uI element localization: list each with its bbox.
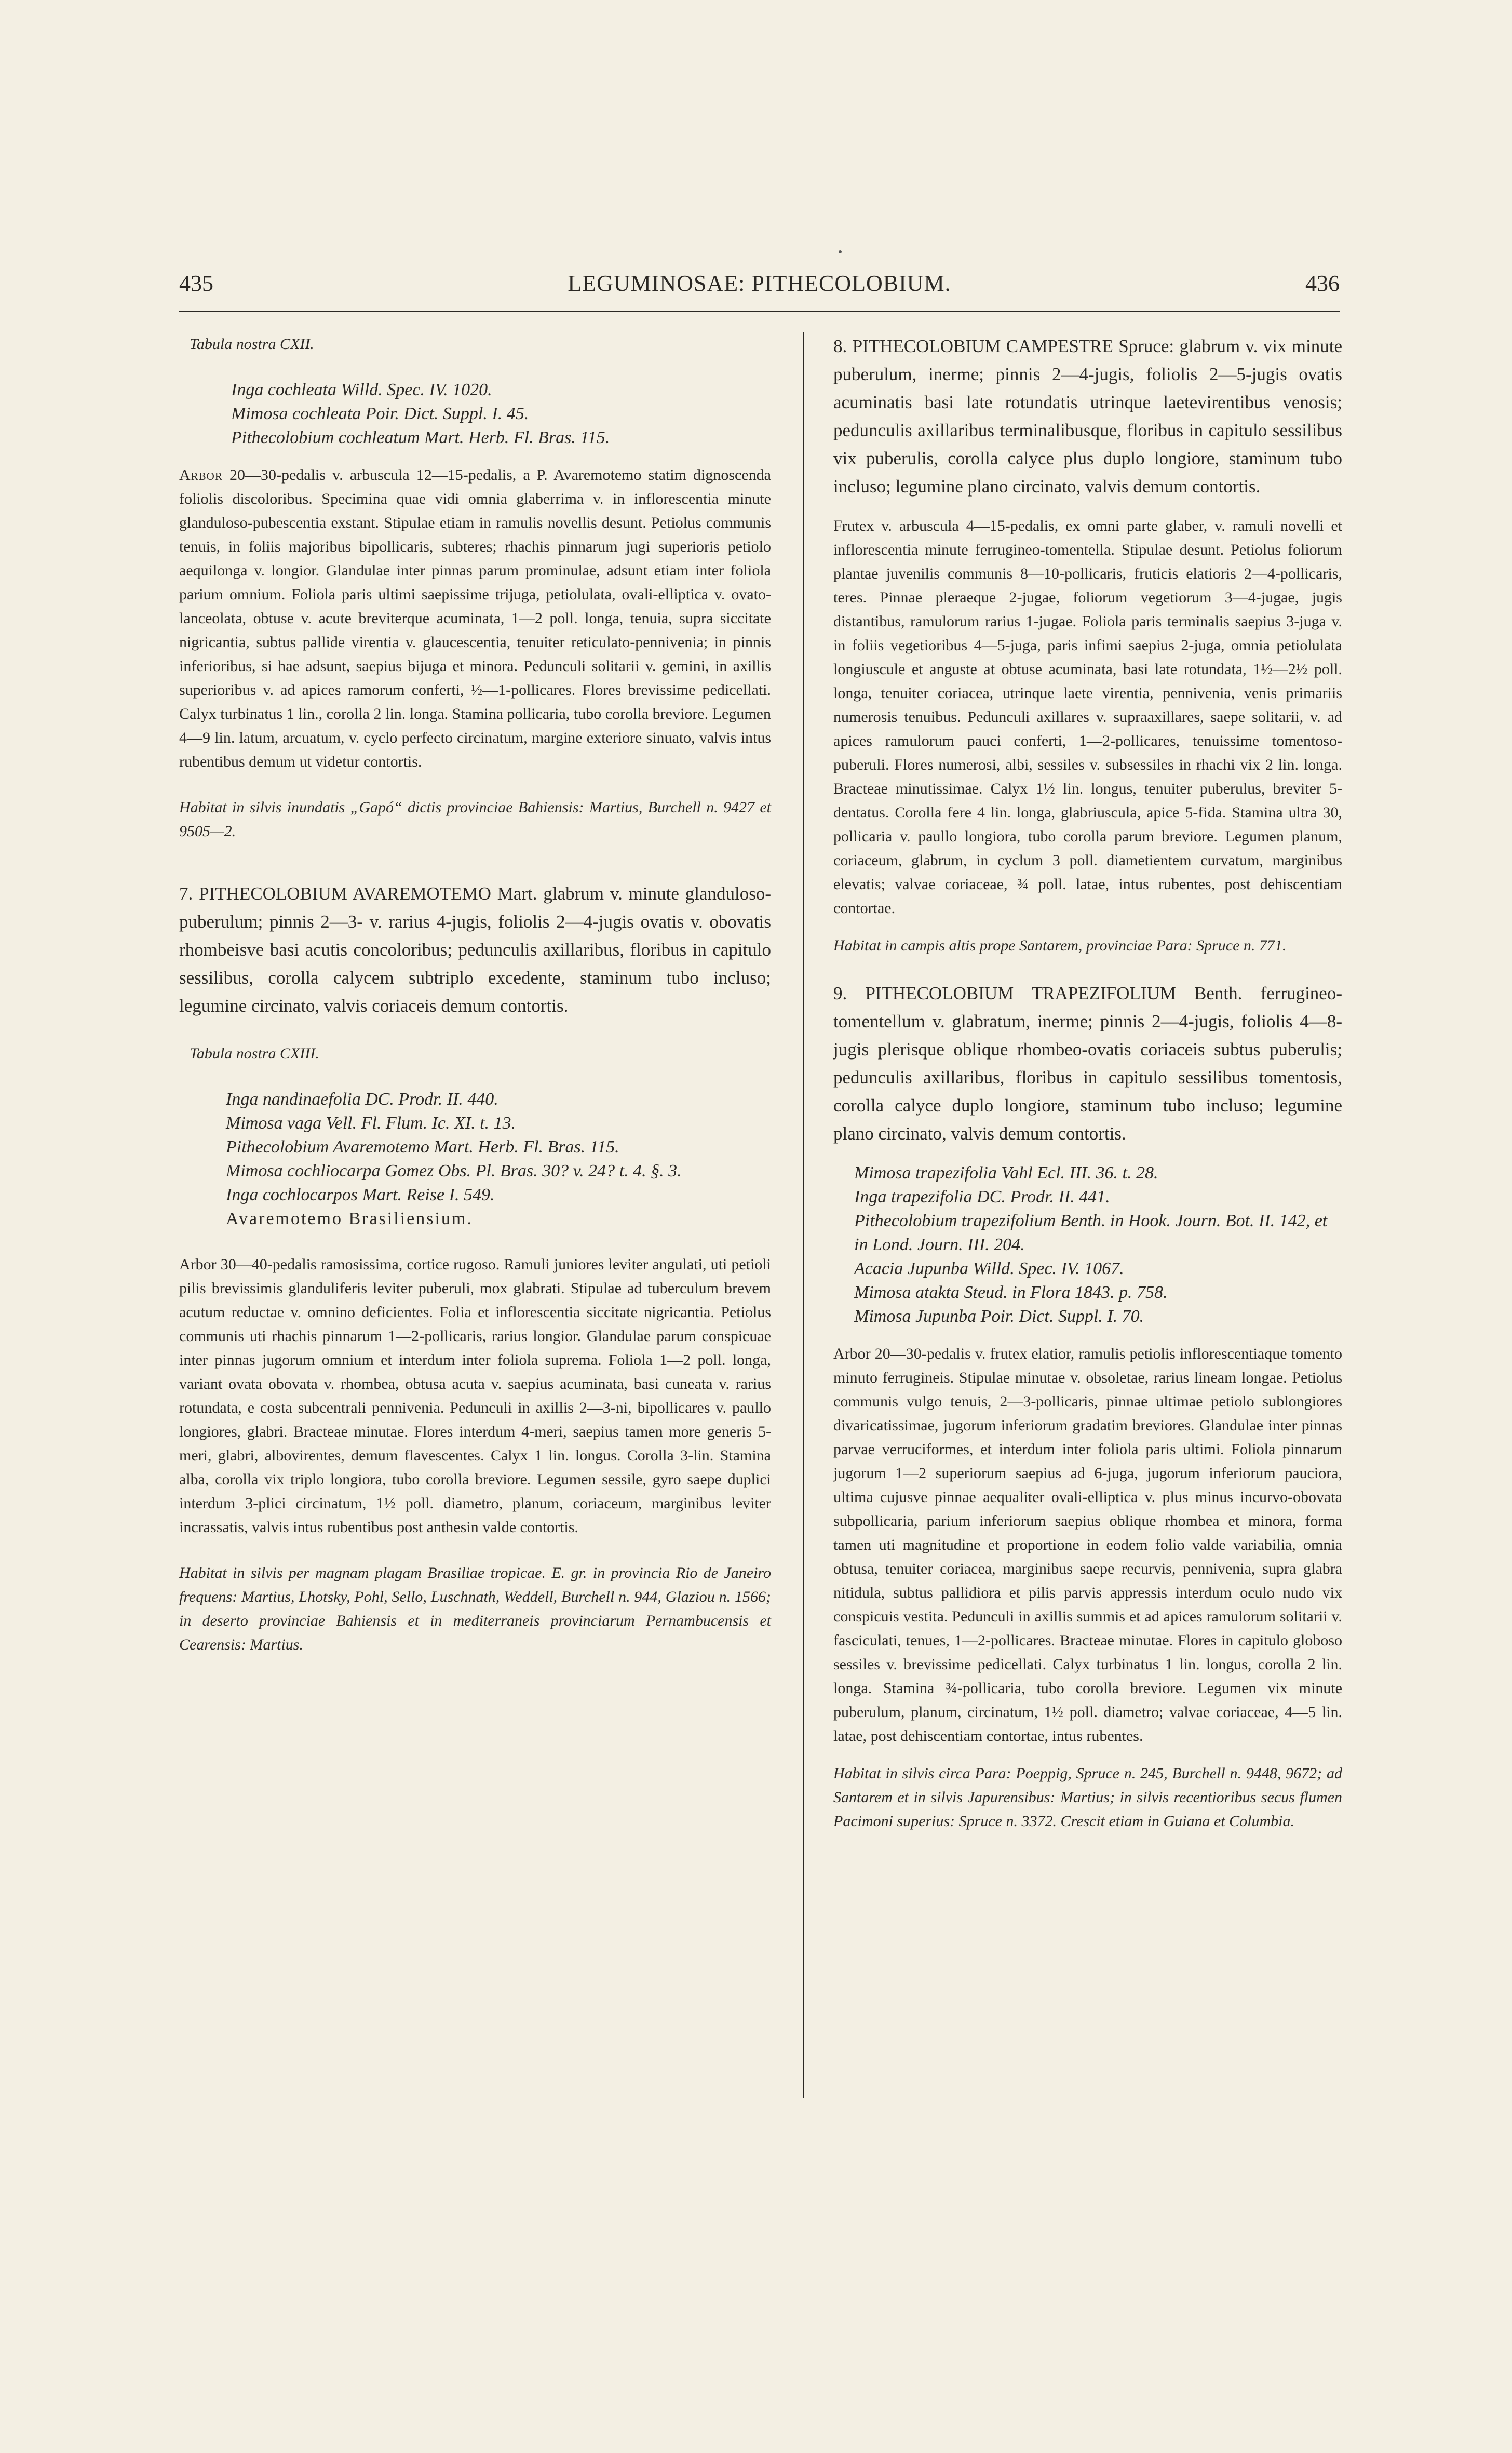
column-divider — [803, 332, 804, 2098]
synonym: Acacia Jupunba Willd. Spec. IV. 1067. — [854, 1259, 1124, 1278]
synonym: Inga nandinaefolia DC. Prodr. II. 440. — [226, 1090, 498, 1109]
species-heading: 9. PITHECOLOBIUM TRAPEZIFOLIUM Benth. ferrugineo-tomentellum v. glabratum, inerme; pinnis 2—4-jugis, foliolis 4—8-jugis plerisque oblique rhombeo-ovatis coriaceis subtus puberulis; pedunculis axillaribus, floribus in capitulo sessilibus tomentosis, corolla calyce duplo longiore, staminum tubo incluso; legumine plano circinato, valvis demum contortis. — [833, 983, 1342, 1144]
synonym: Mimosa cochleata Poir. Dict. Suppl. I. 45. — [231, 404, 529, 423]
synonym: Mimosa vaga Vell. Fl. Flum. Ic. XI. t. 13. — [226, 1114, 516, 1133]
running-title: LEGUMINOSAE: PITHECOLOBIUM. — [568, 271, 951, 296]
left-column — [179, 332, 771, 1657]
species-description: Arbor 20—30-pedalis v. arbuscula 12—15-pedalis, a P. Avaremotemo statim dignoscenda foliolis discoloribus. Specimina quae vidi omnia glaberrima v. in inflorescentia minute glanduloso-pubescentia exstant. Stipulae etiam in ramulis novellis desunt. Petiolus communis tenuis, in foliis majoribus bipollicaris, subteres; rhachis pinnarum jugi superioris petiolo aequilonga v. longior. Glandulae inter pinnas parum prominulae, adsunt etiam inter foliola parium omnium. Foliola paris ultimi saepissime trijuga, petiolulata, ovali-elliptica v. ovato-lanceolata, obtuse v. acute breviterque acuminata, 1—2 poll. longa, tenuia, supra siccitate nigricantia, subtus pallide virentia v. glaucescentia, tenuiter reticulato-pennivenia; in pinnis inferioribus, si hae adsunt, saepius bijuga et minora. Pedunculi solitarii v. gemini, in axillis superioribus v. ad apices ramorum conferti, ½—1-pollicares. Flores brevissime pedicellati. Calyx turbinatus 1 lin., corolla 2 lin. longa. Stamina pollicaria, tubo corolla breviore. Legumen 4—9 lin. latum, arcuatum, v. cyclo perfecto circinatum, margine exteriore sinuato, valvis intus rubentibus demum ut videtur contortis. — [179, 466, 771, 770]
plate-reference: Tabula nostra CXII. — [190, 336, 314, 353]
header-rule — [179, 311, 1340, 312]
page-number-left: 435 — [179, 271, 213, 296]
synonym: Inga cochleata Willd. Spec. IV. 1020. — [231, 380, 492, 399]
habitat-note: Habitat in silvis per magnam plagam Brasiliae tropicae. E. gr. in provincia Rio de Janeiro frequens: Martius, Lhotsky, Pohl, Sello, Luschnath, Weddell, Burchell n. 944, Glaziou n. 1566; in deserto provinciae Bahiensis et in mediterraneis provinciarum Pernambucensis et Cearensis: Martius. — [179, 1564, 771, 1653]
habitat-note: Habitat in silvis inundatis „Gapó“ dictis provinciae Bahiensis: Martius, Burchell n. 9427 et 9505—2. — [179, 799, 771, 840]
species-description: Arbor 20—30-pedalis v. frutex elatior, ramulis petiolis inflorescentiaque tomento minuto ferrugineis. Stipulae minutae v. obsoletae, rarius lineam longae. Petiolus communis vulgo tenuis, 2—3-pollicaris, pinnae ultimae petiolo sublongiores divaricatissimae, jugorum inferiorum gradatim breviores. Glandulae inter pinnas parvae verruciformes, et interdum inter foliola paris ultimi. Foliola pinnarum jugorum 1—2 superiorum saepius ad 6-juga, jugorum inferiorum pauciora, ultima cujusve pinnae aequaliter ovali-elliptica v. plus minus incurvo-obovata subpollicaria, parium inferiorum saepius oblique rhombea et minora, forma tamen uti magnitudine et proportione in eodem folio valde variabilia, omnia obtusa, tenuiter coriacea, marginibus saepe recurvis, pennivenia, supra glabra nitidula, subtus pallidiora et pilis parvis appressis interdum oculo nudo vix conspicuis vestita. Pedunculi in axillis summis et ad apices ramulorum solitarii v. fasciculati, tenues, 1—2-pollicares. Bracteae minutae. Flores in capitulo globoso sessiles v. brevissime pedicellati. Calyx turbinatus 1 lin. longus, corolla 2 lin. longa. Stamina ¾-pollicaria, tubo corolla breviore. Legumen vix minute puberulum, planum, circinatum, 1½ poll. diametro; valvae coriaceae, 4—5 lin. latae, post dehiscentiam contortae, intus rubentes. — [833, 1345, 1342, 1745]
habitat-note: Habitat in silvis circa Para: Poeppig, Spruce n. 245, Burchell n. 9448, 9672; ad Santarem et in silvis Japurensibus: Martius; in silvis recentioribus secus flumen Pacimoni superius: Spruce n. 3372. Crescit etiam in Guiana et Columbia. — [833, 1765, 1342, 1830]
synonym: Mimosa trapezifolia Vahl Ecl. III. 36. t. 28. — [854, 1163, 1158, 1183]
habitat-note: Habitat in campis altis prope Santarem, provinciae Para: Spruce n. 771. — [833, 937, 1287, 954]
synonym: Pithecolobium cochleatum Mart. Herb. Fl. Bras. 115. — [231, 428, 610, 447]
synonym: Pithecolobium trapezifolium Benth. in Hook. Journ. Bot. II. 142, et in Lond. Journ. III. 204. — [854, 1211, 1328, 1254]
synonym: Pithecolobium Avaremotemo Mart. Herb. Fl. Bras. 115. — [226, 1137, 619, 1157]
species-description: Arbor 30—40-pedalis ramosissima, cortice rugoso. Ramuli juniores leviter angulati, uti petioli pilis brevissimis glanduliferis leviter puberuli, mox glabrati. Stipulae ad tuberculum brevem acutum reductae v. omnino deficientes. Folia et inflorescentia siccitate nigricantia. Petiolus communis uti rhachis pinnarum 1—2-pollicaris, rarius longior. Glandulae parum conspicuae inter pinnas jugorum omnium et interdum inter foliola suprema. Foliola 1—2 poll. longa, variant ovata obovata v. rhombea, obtusa acuta v. saepius acuminata, basi cuneata v. rarius rotundata, e costa subcentrali pennivenia. Pedunculi in axillis 2—3-ni, bipollicares v. paullo longiores, glabri. Bracteae minutae. Flores interdum 4-meri, saepius tamen more generis 5-meri, glabri, albovirentes, demum flavescentes. Calyx 1 lin. longus. Corolla 3-lin. Stamina alba, corolla vix triplo longiora, tubo corolla breviore. Legumen sessile, gyro saepe duplici interdum 3-plici circinatum, 1½ poll. diametro, planum, coriaceum, marginibus leviter incrassatis, valvis intus rubentibus post anthesin valde contortis. — [179, 1256, 771, 1536]
species-description: Frutex v. arbuscula 4—15-pedalis, ex omni parte glaber, v. ramuli novelli et inflorescentia minute ferrugineo-tomentella. Stipulae desunt. Petiolus foliorum plantae juvenilis communis 8—10-pollicaris, fruticis elatioris 2—4-pollicaris, teres. Pinnae pleraeque 2-jugae, foliorum vegetiorum 3—4-jugae, jugis distantibus, ramulorum rarius 1-jugae. Foliola paris terminalis saepius 3-juga v. in foliis vegetioribus 4—5-juga, paris infimi saepius 2-juga, omnia petiolulata longiuscule et anguste at obtuse acuminata, basi late rotundata, 1½—2½ poll. longa, tenuiter coriacea, utrinque laete virentia, pennivenia, venis primariis numerosis tenuibus. Pedunculi axillares v. supraaxillares, saepe solitarii, v. ad apices ramulorum pauci conferti, 1—2-pollicares, tenuissime tomentoso-puberuli. Flores numerosi, albi, sessiles v. subsessiles in rhachi vix 2 lin. longa. Bracteae minutissimae. Calyx 1½ lin. longus, tenuiter puberulus, breviter 5-dentatus. Corolla fere 4 lin. longa, glabriuscula, apice 5-fida. Stamina ultra 30, pollicaria v. paullo longiora, tubo corolla parum breviore. Legumen planum, coriaceum, glabrum, in cyclum 3 poll. diametientem curvatum, marginibus elevatis; valvae coriaceae, ¾ poll. latae, intus rubentes, post dehiscentiam contortae. — [833, 517, 1342, 917]
synonym: Avaremotemo Brasiliensium. — [226, 1209, 473, 1228]
species-heading: 8. PITHECOLOBIUM CAMPESTRE Spruce: glabrum v. vix minute puberulum, inerme; pinnis 2—4-jugis, foliolis 2—5-jugis ovatis acuminatis basi late rotundatis utrinque laetevirentibus venosis; pedunculis axillaribus terminalibusque, floribus in capitulo sessilibus vix puberulis, corolla calyce plus duplo longiore, staminum tubo incluso; legumine plano circinato, valvis demum contortis. — [833, 336, 1342, 497]
synonym: Inga trapezifolia DC. Prodr. II. 441. — [854, 1187, 1110, 1207]
page-number-right: 436 — [1305, 271, 1340, 296]
synonym: Mimosa atakta Steud. in Flora 1843. p. 758. — [854, 1283, 1168, 1302]
species-heading: 7. PITHECOLOBIUM AVAREMOTEMO Mart. glabrum v. minute glanduloso-puberulum; pinnis 2—3- v. rarius 4-jugis, foliolis 2—4-jugis ovatis v. obovatis rhombeisve basi acutis concoloribus; pedunculis axillaribus, floribus in capitulo sessilibus, corolla calycem subtriplo excedente, staminum tubo incluso; legumine circinato, valvis coriaceis demum contortis. — [179, 883, 771, 1016]
ink-speck — [839, 250, 842, 253]
synonym: Inga cochlocarpos Mart. Reise I. 549. — [226, 1185, 495, 1204]
right-column — [833, 332, 1342, 1833]
synonym: Mimosa Jupunba Poir. Dict. Suppl. I. 70. — [854, 1307, 1144, 1326]
synonym: Mimosa cochliocarpa Gomez Obs. Pl. Bras. 30? v. 24? t. 4. §. 3. — [226, 1161, 682, 1181]
page-header — [179, 270, 1340, 306]
plate-reference: Tabula nostra CXIII. — [190, 1045, 319, 1062]
